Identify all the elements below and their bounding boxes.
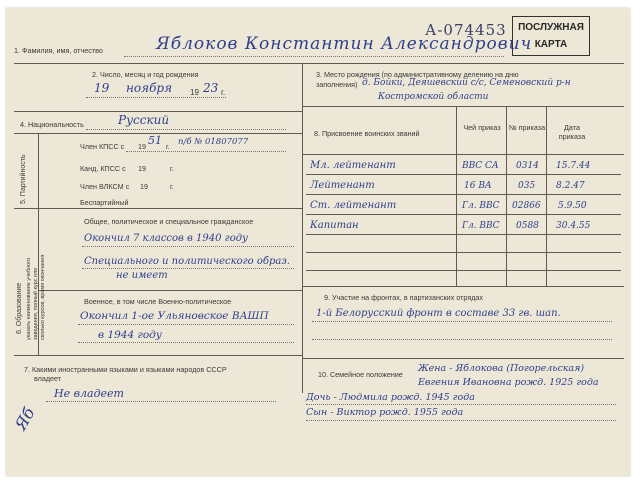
family-label: 10. Семейное положение (318, 370, 403, 379)
education-section-label: 6. Образование (16, 282, 23, 334)
divider (306, 214, 621, 215)
divider (302, 106, 624, 107)
dotted-line (124, 56, 504, 57)
candidate-prefix: 19 (138, 164, 146, 173)
languages-label-2: владеет (34, 374, 62, 383)
rank-order-by: Гл. ВВС (462, 221, 500, 231)
general-education-value-3: не имеет (116, 270, 168, 281)
family-value-2: Евгения Ивановна рожд. 1925 года (418, 377, 599, 388)
nationality-value: Русский (118, 113, 170, 127)
party-card-number: п/б № 01807077 (178, 137, 249, 147)
ranks-label: 8. Присвоение воинских званий (314, 129, 420, 138)
dotted-line (126, 151, 286, 152)
family-value-4: Сын - Виктор рожд. 1955 года (306, 407, 464, 418)
side-note-line: указать наименование учебного (26, 257, 32, 340)
divider (302, 286, 624, 287)
education-side-note (26, 255, 47, 340)
col-order-by: Чей приказ (463, 123, 501, 132)
divider (14, 355, 302, 356)
birth-year-prefix: 19 (190, 88, 199, 97)
serial-number: А-074453 (425, 21, 507, 39)
rank-name: Ст. лейтенант (310, 200, 397, 211)
family-value-3: Дочь - Людмила рожд. 1945 года (306, 392, 475, 403)
nationality-label: 4. Национальность (20, 120, 84, 129)
rank-name: Капитан (310, 220, 359, 231)
military-education-value-1: Окончил 1-ое Ульяновское ВАШП (80, 310, 269, 322)
divider (302, 154, 624, 155)
birthplace-label: 3. Место рождения (по административному делению на дню (316, 70, 519, 79)
languages-value: Не владеет (54, 387, 124, 400)
service-record-card (6, 8, 630, 476)
birth-month: ноября (126, 81, 173, 95)
divider (306, 252, 621, 253)
rank-name: Мл. лейтенант (310, 160, 396, 171)
kpss-year: 51 (148, 134, 162, 147)
rank-order-by: 16 ВА (464, 181, 492, 191)
dotted-line (86, 129, 286, 130)
general-education-label: Общее, политическое и специальное гражданское (84, 217, 254, 226)
dotted-line (78, 342, 294, 343)
rank-order-by: ВВС СА (462, 161, 499, 171)
candidate-suffix: г. (170, 164, 174, 173)
dotted-line (46, 401, 276, 402)
fronts-value: 1-й Белорусский фронт в составе 33 гв. шап. (316, 308, 561, 319)
rank-order-date: 15.7.44 (556, 161, 591, 171)
rank-order-no: 0314 (516, 161, 539, 171)
kpss-label: Член КПСС с (80, 142, 125, 151)
vlksm-prefix: 19 (140, 182, 148, 191)
divider (306, 174, 621, 175)
col-order-date: Дата приказа (558, 123, 586, 141)
military-education-value-2: в 1944 году (98, 329, 162, 341)
dotted-line (82, 246, 294, 247)
birthplace-label-2: заполнения) (316, 80, 358, 89)
divider (506, 106, 507, 286)
rank-order-no: 0588 (516, 221, 539, 231)
rank-order-by: Гл. ВВС (462, 201, 500, 211)
rank-order-date: 30.4.55 (556, 221, 591, 231)
birth-year: 23 (203, 81, 219, 95)
card-title-line1: ПОСЛУЖНАЯ (518, 22, 584, 33)
divider (14, 208, 302, 209)
birthplace-value-1: д. Бойки, Деяшевский с/с, Семеновский р-н (362, 78, 571, 88)
divider (306, 194, 621, 195)
full-name-label: 1. Фамилия, имя, отчество (14, 46, 103, 55)
fronts-label: 9. Участие на фронтах, в партизанских отрядах (324, 293, 484, 302)
birth-date-label: 2. Число, месяц и год рождения (92, 70, 199, 79)
col-order-no: № приказа (508, 123, 546, 132)
divider (38, 290, 302, 291)
birthplace-value-2: Костромской области (378, 92, 489, 102)
rank-order-no: 035 (518, 181, 536, 191)
divider (306, 270, 621, 271)
general-education-value-2: Специального и политического образ. (84, 256, 290, 267)
divider (14, 111, 302, 112)
kpss-prefix: 19 (138, 142, 146, 151)
dotted-line (312, 339, 612, 340)
dotted-line (78, 324, 294, 325)
rank-order-date: 5.9.50 (558, 201, 587, 211)
divider (302, 358, 624, 359)
side-note-line: сколько курсов, время окончания (40, 254, 46, 340)
birth-day: 19 (94, 81, 110, 95)
dotted-line (82, 268, 294, 269)
side-note-line: заведения, полный курс или (33, 267, 39, 340)
card-title-line2: КАРТА (534, 38, 568, 50)
candidate-label: Канд. КПСС с (80, 164, 126, 173)
divider (456, 106, 457, 286)
divider (306, 234, 621, 235)
family-value-1: Жена - Яблокова (Погорельская) (418, 363, 585, 374)
dotted-line (306, 404, 616, 405)
party-section-label: 5. Партийность (20, 154, 27, 204)
rank-name: Лейтенант (310, 180, 375, 191)
general-education-value-1: Окончил 7 классов в 1940 году (84, 233, 248, 244)
rank-order-no: 02866 (512, 201, 541, 211)
dotted-line (312, 321, 612, 322)
dotted-line (306, 420, 616, 421)
divider (546, 106, 547, 286)
full-name-value: Яблоков Константин Александрович (156, 34, 533, 54)
rank-order-date: 8.2.47 (556, 181, 585, 191)
vlksm-suffix: г. (170, 182, 174, 191)
military-education-label: Военное, в том числе Военно-политическое (84, 297, 232, 306)
birth-year-suffix: г. (221, 88, 226, 97)
kpss-suffix: г. (166, 142, 170, 151)
divider (14, 63, 624, 64)
dotted-line (86, 97, 226, 98)
languages-label: 7. Какими иностранными языками и языками народов СССР (24, 365, 227, 374)
vlksm-label: Член ВЛКСМ с (80, 182, 130, 191)
nonparty-label: Беспартийный (80, 198, 129, 207)
divider (302, 63, 303, 393)
signature: Яб (10, 404, 39, 434)
